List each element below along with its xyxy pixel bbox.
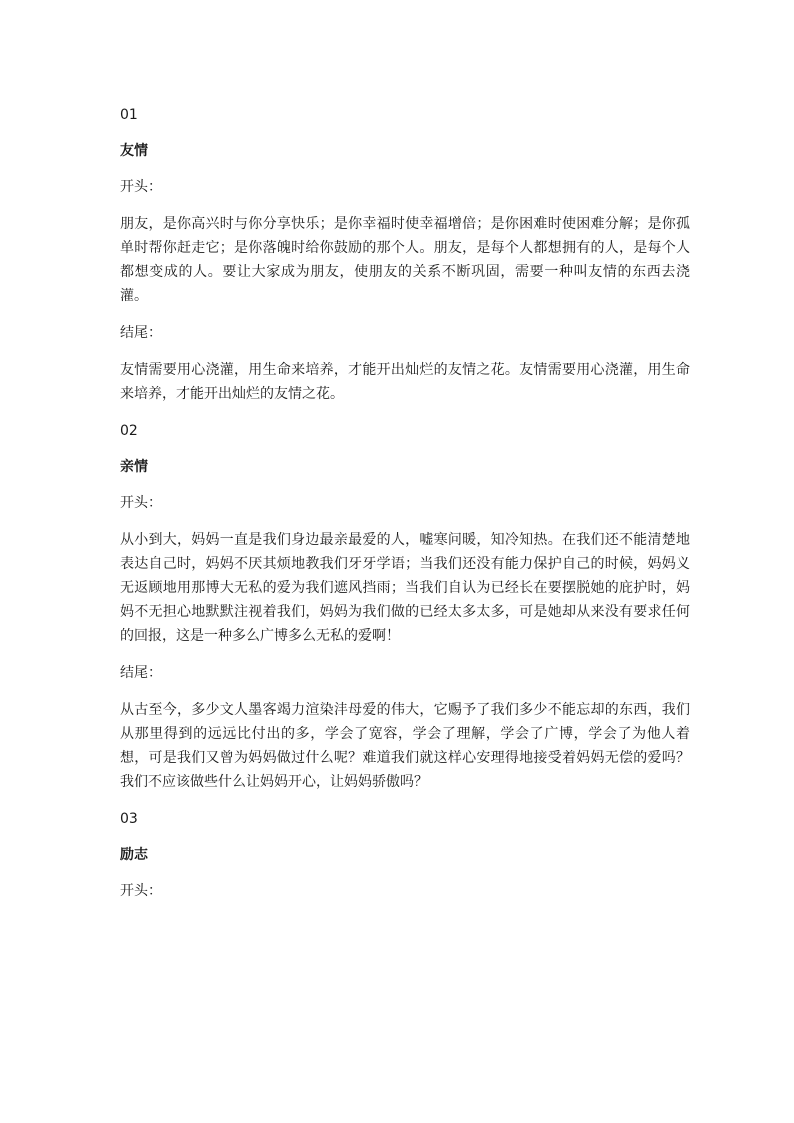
section-title: 励志	[120, 847, 148, 863]
section-family	[120, 420, 690, 808]
section-number: 03	[120, 811, 138, 827]
section-friendship	[120, 104, 690, 420]
section-title: 友情	[120, 143, 148, 159]
section-title: 亲情	[120, 459, 148, 475]
opening-label: 开头：	[120, 495, 162, 511]
ending-label: 结尾：	[120, 665, 162, 681]
opening-label: 开头：	[120, 179, 162, 195]
opening-label: 开头：	[120, 883, 162, 899]
section-number: 01	[120, 107, 138, 123]
section-inspiration	[120, 808, 690, 902]
section-number: 02	[120, 423, 138, 439]
opening-paragraph: 朋友，是你高兴时与你分享快乐；是你幸福时使幸福增倍；是你困难时使困难分解；是你孤单时帮你赶走它；是你落魄时给你鼓励的那个人。朋友，是每个人都想拥有的人，是每个人都想变成的人。要让大家成为朋友，使朋友的关系不断巩固，需要一种叫友情的东西去浇灌。	[120, 216, 690, 304]
opening-paragraph: 从小到大，妈妈一直是我们身边最亲最爱的人，嘘寒问暖，知冷知热。在我们还不能清楚地表达自己时，妈妈不厌其烦地教我们牙牙学语；当我们还没有能力保护自己的时候，妈妈义无返顾地用那博大无私的爱为我们遮风挡雨；当我们自认为已经长在要摆脱她的庇护时，妈妈不无担心地默默注视着我们，妈妈为我们做的已经太多太多，可是她却从来没有要求任何的回报，这是一种多么广博多么无私的爱啊！	[120, 532, 690, 644]
ending-label: 结尾：	[120, 325, 162, 341]
document-page	[120, 104, 690, 902]
ending-paragraph: 友情需要用心浇灌，用生命来培养，才能开出灿烂的友情之花。友情需要用心浇灌，用生命来培养，才能开出灿烂的友情之花。	[120, 362, 690, 402]
ending-paragraph: 从古至今，多少文人墨客竭力渲染沣母爱的伟大，它赐予了我们多少不能忘却的东西，我们从那里得到的远远比付出的多，学会了宽容，学会了理解，学会了广博，学会了为他人着想，可是我们又曾为妈妈做过什么呢？难道我们就这样心安理得地接受着妈妈无偿的爱吗？我们不应该做些什么让妈妈开心，让妈妈骄傲吗？	[120, 702, 690, 790]
